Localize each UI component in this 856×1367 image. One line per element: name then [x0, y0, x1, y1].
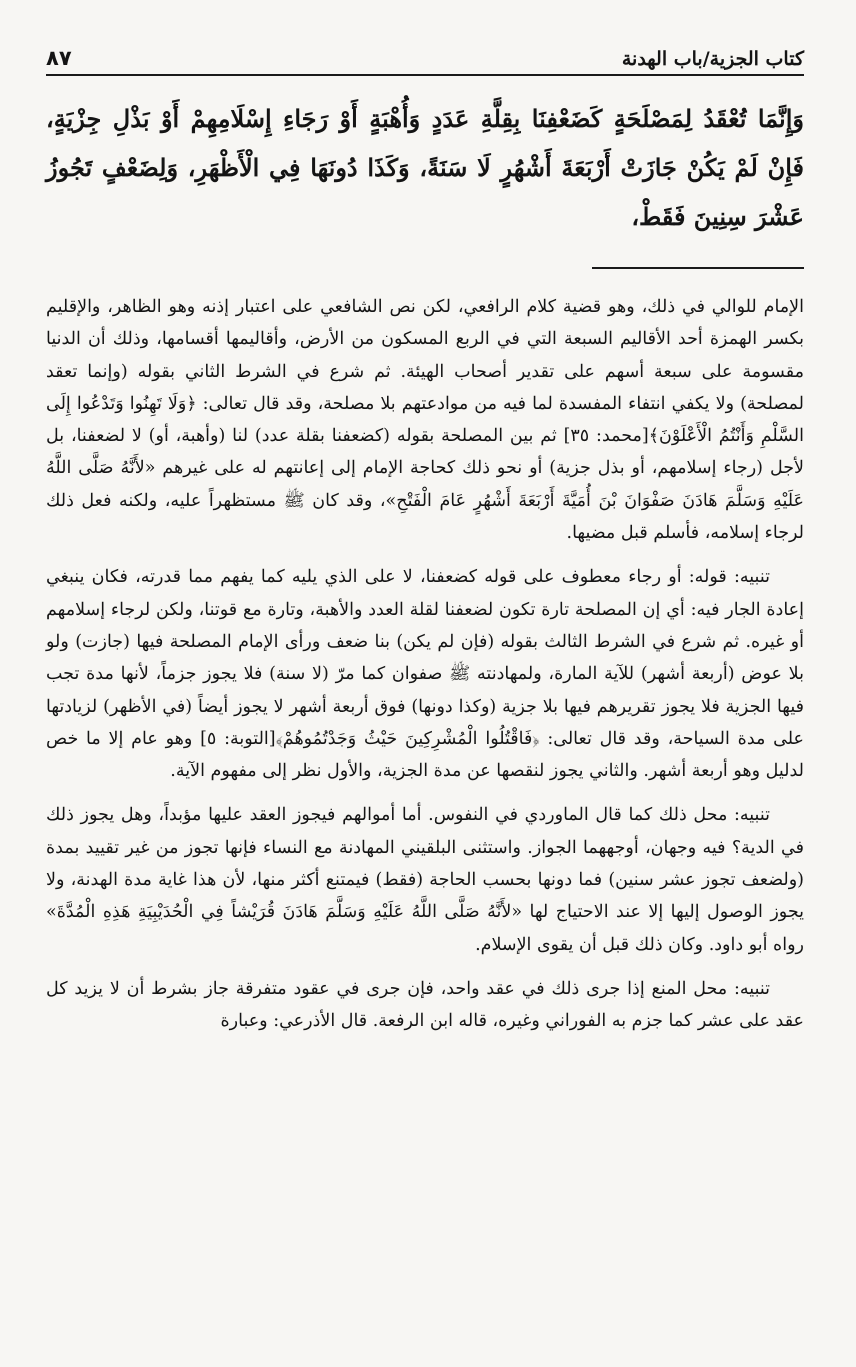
commentary-paragraph: تنبيه: محل المنع إذا جرى ذلك في عقد واحد، فإن جرى في عقود متفرقة جاز بشرط أن لا يزيد كل عقد على عشر كما جزم به الفوراني وغيره، قاله ابن الرفعة. قال الأذرعي: وعبارة [46, 978, 804, 1032]
running-header [46, 30, 804, 76]
footnote-divider-wrap [46, 241, 804, 291]
commentary [46, 291, 804, 1038]
main-text: وَإِنَّمَا تُعْقَدُ لِمَصْلَحَةٍ كَضَعْفِنَا بِقِلَّةِ عَدَدٍ وَأُهْبَةٍ أَوْ رَجَاءِ إِسْلَامِهِمْ أَوْ بَذْلِ جِزْيَةٍ، فَإِنْ لَمْ يَكُنْ جَازَتْ أَرْبَعَةَ أَشْهُرٍ لَا سَنَةً، وَكَذَا دُونَهَا فِي الْأَظْهَرِ، وَلِضَعْفٍ تَجُوزُ عَشْرَ سِنِينَ فَقَطْ، [46, 104, 804, 231]
divider-line [592, 267, 804, 269]
running-title: كتاب الجزية/باب الهدنة [621, 48, 804, 70]
commentary-paragraph: تنبيه: محل ذلك كما قال الماوردي في النفوس. أما أموالهم فيجوز العقد عليها مؤبداً، وهل يجوز ذلك في الدية؟ فيه وجهان، أوجههما الجواز. واستثنى البلقيني المهادنة مع النساء فإنها تجوز من غير تقييد بمدة (ولضعف تجوز عشر سنين) فما دونها بحسب الحاجة (فقط) فيمتنع أكثر منها، لأن هذا غاية مدة الهدنة، ولا يجوز الوصول إليها إلا عند الاحتياج لها «لأَنَّهُ صَلَّى اللَّهُ عَلَيْهِ وَسَلَّمَ هَادَنَ قُرَيْشاً فِي الْحُدَيْبِيَةِ هَذِهِ الْمُدَّةَ» رواه أبو داود. وكان ذلك قبل أن يقوى الإسلام. [46, 805, 804, 955]
page-number: ٨٧ [46, 46, 72, 70]
commentary-paragraph: تنبيه: قوله: أو رجاء معطوف على قوله كضعفنا، لا على الذي يليه كما يفهم مما قدرته، فكان ينبغي إعادة الجار فيه: أي إن المصلحة تارة تكون لضعفنا لقلة العدد والأهبة، وتارة مع قوتنا، ولكن لرجاء إسلامهم أو غيره. ثم شرع في الشرط الثالث بقوله (فإن لم يكن) بنا ضعف ورأى الإمام المصلحة فيها (جازت) ولو بلا عوض (أربعة أشهر) للآية المارة، ولمهادنته ﷺ صفوان كما مرّ (لا سنة) فلا يجوز جزماً، لأنها مدة تجب فيها الجزية فلا يجوز تقريرهم فيها بلا جزية (وكذا دونها) فوق أربعة أشهر لا يجوز أيضاً (في الأظهر) لزيادتها على مدة السياحة، وقد قال تعالى: ﴿فَاقْتُلُوا الْمُشْرِكِينَ حَيْثُ وَجَدْتُمُوهُمْ﴾[التوبة: ٥] وهو عام إلا ما خص لدليل وهو أربعة أشهر. والثاني يجوز لنقصها عن مدة الجزية، والأول نظر إلى مفهوم الآية. [46, 567, 804, 782]
commentary-paragraph: الإمام للوالي في ذلك، وهو قضية كلام الرافعي، لكن نص الشافعي على اعتبار إذنه وهو الظاهر، والإقليم بكسر الهمزة أحد الأقاليم السبعة التي في الربع المسكون من الأرض، وأقاليمها أقسامها، وذلك أن الدنيا مقسومة على سبعة أسهم على تقدير أصحاب الهيئة. ثم شرع في الشرط الثاني بقوله (وإنما تعقد لمصلحة) ولا يكفي انتفاء المفسدة لما فيه من موادعتهم بلا مصلحة، وقد قال تعالى: ﴿وَلَا تَهِنُوا وَتَدْعُوا إِلَى السَّلْمِ وَأَنْتُمُ الْأَعْلَوْنَ﴾[محمد: ٣٥] ثم بين المصلحة بقوله (كضعفنا بقلة عدد) لنا (وأهبة، أو) لا لضعفنا، بل لأجل (رجاء إسلامهم، أو بذل جزية) أو نحو ذلك كحاجة الإمام إلى إعانتهم له على غيرهم «لأَنَّهُ صَلَّى اللَّهُ عَلَيْهِ وَسَلَّمَ هَادَنَ صَفْوَانَ بْنَ أُمَيَّةَ أَرْبَعَةَ أَشْهُرٍ عَامَ الْفَتْحِ»، وقد كان ﷺ مستظهراً عليه، ولكنه فعل ذلك لرجاء إسلامه، فأسلم قبل مضيها. [46, 297, 804, 544]
